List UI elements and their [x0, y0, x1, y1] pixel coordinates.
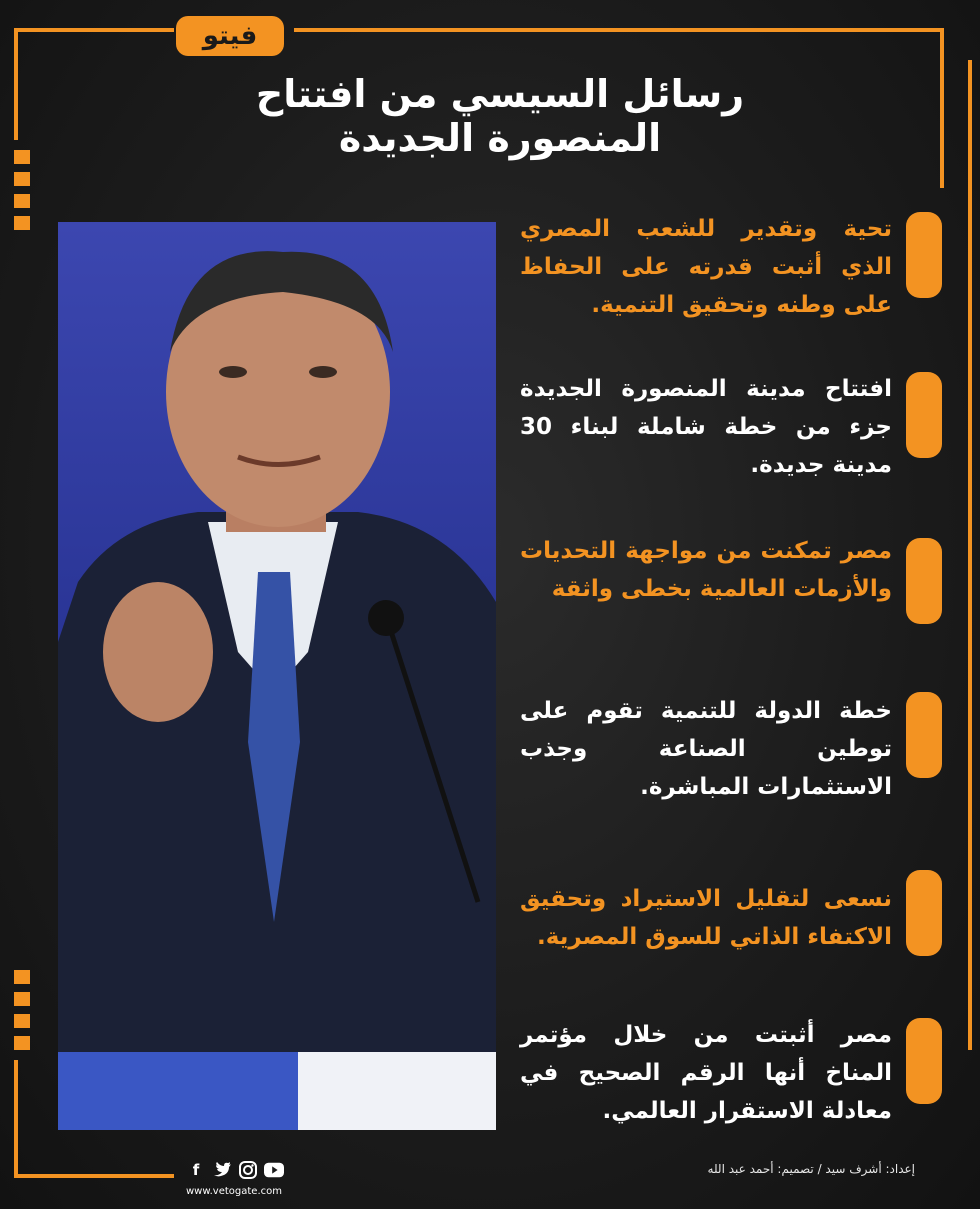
page-title-line2: المنصورة الجديدة — [338, 116, 662, 160]
message-item-1: تحية وتقدير للشعب المصري الذي أثبت قدرته على الحفاظ على وطنه وتحقيق التنمية. — [520, 216, 892, 318]
website-url[interactable]: www.vetogate.com — [186, 1186, 282, 1197]
bullet-tab-6 — [906, 1018, 942, 1104]
frame-dash — [14, 172, 30, 186]
frame-bottom-left — [14, 1174, 174, 1178]
youtube-icon[interactable] — [264, 1160, 284, 1180]
message-item-2: افتتاح مدينة المنصورة الجديدة جزء من خطة شاملة لبناء 30 مدينة جديدة. — [520, 376, 892, 478]
bullet-tab-5 — [906, 870, 942, 956]
bullet-tab-2 — [906, 372, 942, 458]
bullet-tab-4 — [906, 692, 942, 778]
credits-text: إعداد: أشرف سيد / تصميم: أحمد عبد الله — [707, 1162, 915, 1176]
frame-dash — [14, 1014, 30, 1028]
frame-dash — [14, 970, 30, 984]
frame-dash — [14, 194, 30, 208]
page-title-line1: رسائل السيسي من افتتاح — [255, 72, 745, 116]
frame-left-vertical-top — [14, 28, 18, 140]
frame-dash — [14, 992, 30, 1006]
frame-top-right — [294, 28, 944, 32]
brand-logo: فيتو — [176, 16, 284, 56]
speaker-illustration — [58, 222, 496, 1130]
message-item-4: خطة الدولة للتنمية تقوم على توطين الصناعة وجذب الاستثمارات المباشرة. — [520, 698, 892, 800]
social-icons — [186, 1160, 284, 1180]
speaker-photo — [58, 222, 496, 1130]
message-item-6: مصر أثبتت من خلال مؤتمر المناخ أنها الرقم الصحيح في معادلة الاستقرار العالمي. — [520, 1022, 892, 1124]
frame-left-vertical-bottom — [14, 1060, 18, 1178]
frame-top-left — [14, 28, 174, 32]
message-item-3: مصر تمكنت من مواجهة التحديات والأزمات العالمية بخطى واثقة — [520, 538, 892, 602]
frame-right-vertical — [940, 28, 944, 188]
instagram-icon[interactable] — [238, 1160, 258, 1180]
frame-dash — [14, 150, 30, 164]
frame-right-edge — [968, 60, 972, 1050]
bullet-tab-1 — [906, 212, 942, 298]
message-item-5: نسعى لتقليل الاستيراد وتحقيق الاكتفاء الذاتي للسوق المصرية. — [520, 886, 892, 950]
bullet-tab-3 — [906, 538, 942, 624]
frame-dash — [14, 1036, 30, 1050]
facebook-icon[interactable]: f — [192, 1161, 200, 1179]
twitter-icon[interactable] — [212, 1160, 232, 1180]
frame-dash — [14, 216, 30, 230]
